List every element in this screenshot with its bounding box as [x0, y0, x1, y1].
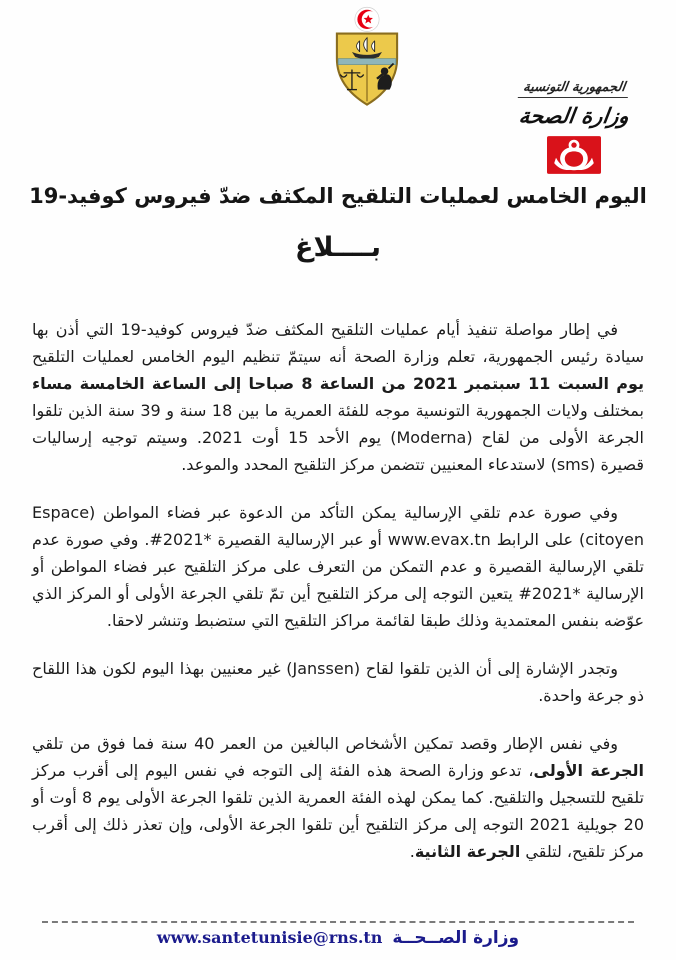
footer-website: www.santetunisie@rns.tn: [156, 928, 383, 947]
paragraph: وفي نفس الإطار وقصد تمكين الأشخاص البالغين من العمر 40 سنة فما فوق من تلقي الجرعة الأولى، تدعو وزارة الصحة هذه الفئة إلى التوجه في نفس اليوم إلى أقرب مركز تلقيح للتسجيل والتلقيح. كما يمكن لهذه الفئة العمرية الذين تلقوا الجرعة الأولى يوم 8 أوت أو 20 جويلية 2021 التوجه إلى مركز التلقيح أين تلقوا الجرعة الأولى، وإن تعذر ذلك إلى أقرب مركز تلقيح، لتلقي الجرعة الثانية.: [32, 734, 645, 861]
footer-ministry-name: وزارة الصــحــة: [392, 928, 520, 948]
paragraph: في إطار مواصلة تنفيذ أيام عمليات التلقيح المكثف ضدّ فيروس كوفيد-19 التي أذن بها سيادة رئيس الجمهورية، تعلم وزارة الصحة أنه سيتمّ تنظيم اليوم الخامس لعمليات التلقيح يوم السبت 11 سبتمبر 2021 من الساعة 8 صباحا إلى الساعة الخامسة مساء بمختلف ولايات الجمهورية التونسية موجه للفئة العمرية ما بين 18 سنة و 39 سنة الذين تلقوا الجرعة الأولى من لقاح (Moderna) يوم الأحد 15 أوت 2021. وسيتم توجيه إرساليات قصيرة (sms) لاستدعاء المعنيين تتضمن مركز التلقيح المحدد والموعد.: [32, 320, 645, 474]
header-right-block: [494, 76, 654, 178]
tunisia-coat-of-arms-icon: [328, 6, 406, 108]
paragraph: وتجدر الإشارة إلى أن الذين تلقوا لقاح (Janssen) غير معنيين بهذا اليوم لكون هذا اللقاح ذو جرعة واحدة.: [32, 659, 644, 705]
paragraph: وفي صورة عدم تلقي الإرسالية يمكن التأكد من الدعوة عبر فضاء المواطن (Espace citoyen) على الرابط www.evax.tn أو عبر الإرسالية القصيرة *2021#. وفي صورة عدم تلقي الإرسالية القصيرة و عدم التمكن من التعرف على مركز التلقيح عبر فضاء المواطن أو الإرسالية *2021# يتعين التوجه إلى مركز التلقيح أين تمّ تلقي الجرعة الأولى أو المركز الذي عوّضه بنفس المعتمدية وذلك طبقا لقائمة مراكز التلقيح التي ستضبط وتنشر لاحقا.: [32, 503, 644, 630]
banner-band: [338, 59, 396, 65]
document-title: اليوم الخامس لعمليات التلقيح المكثف ضدّ فيروس كوفيد-19: [29, 184, 647, 208]
document-header: [0, 0, 676, 182]
document-footer: [42, 921, 634, 948]
ministry-calligraphy: وزارة الصحة: [517, 104, 631, 128]
communique-heading: بــــلاغ: [295, 232, 381, 263]
republic-calligraphy: الجمهورية التونسية: [518, 80, 630, 98]
document-body: [32, 316, 644, 886]
health-ministry-logo-icon: [547, 136, 601, 174]
crescent-star-icon: [355, 7, 379, 31]
